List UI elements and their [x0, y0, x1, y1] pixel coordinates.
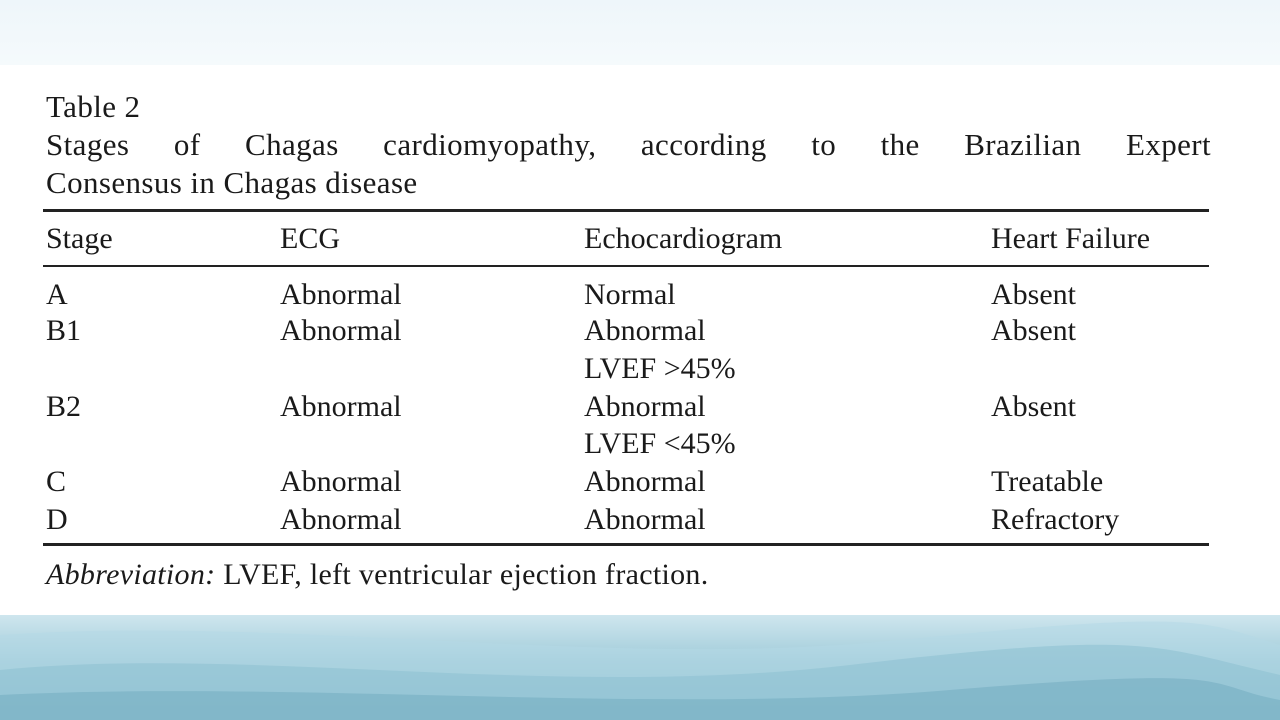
row-d-ecg: Abnormal: [280, 503, 402, 536]
row-b2-ecg: Abnormal: [280, 390, 402, 423]
row-b2-stage: B2: [46, 390, 82, 423]
row-c-echo: Abnormal: [584, 465, 706, 498]
row-b2-echo: Abnormal: [584, 390, 706, 423]
row-d-stage: D: [46, 503, 68, 536]
row-d-heart-failure: Refractory: [991, 503, 1120, 536]
row-a-stage: A: [46, 278, 68, 311]
row-d-echo: Abnormal: [584, 503, 706, 536]
header-ecg: ECG: [280, 222, 340, 255]
footnote-label: Abbreviation:: [46, 558, 216, 591]
header-heart-failure: Heart Failure: [991, 222, 1151, 255]
row-a-heart-failure: Absent: [991, 278, 1076, 311]
row-b1-echo: Abnormal: [584, 314, 706, 347]
table-title-line-2: Consensus in Chagas disease: [46, 165, 418, 200]
row-c-heart-failure: Treatable: [991, 465, 1104, 498]
wave-decoration: [0, 615, 1280, 720]
slide-bottom-band: [0, 615, 1280, 720]
table-title-line-1: Stages of Chagas cardiomyopathy, according to the Brazilian Expert: [46, 127, 1211, 162]
footnote-text: LVEF, left ventricular ejection fraction.: [215, 558, 709, 591]
slide-top-band: [0, 0, 1280, 65]
row-a-ecg: Abnormal: [280, 278, 402, 311]
header-stage: Stage: [46, 222, 113, 255]
row-b2-heart-failure: Absent: [991, 390, 1076, 423]
row-a-echo: Normal: [584, 278, 676, 311]
row-b1-ecg: Abnormal: [280, 314, 402, 347]
table-footnote: [46, 557, 709, 593]
header-rule: [43, 265, 1209, 267]
row-b1-heart-failure: Absent: [991, 314, 1076, 347]
row-b2-echo-lvef: LVEF <45%: [584, 427, 736, 460]
top-rule: [43, 209, 1209, 212]
bottom-rule: [43, 543, 1209, 546]
row-c-ecg: Abnormal: [280, 465, 402, 498]
row-b1-echo-lvef: LVEF >45%: [584, 352, 736, 385]
header-echocardiogram: Echocardiogram: [584, 222, 783, 255]
table-caption: [46, 88, 1211, 202]
table-label: Table 2: [46, 89, 141, 124]
row-b1-stage: B1: [46, 314, 82, 347]
row-c-stage: C: [46, 465, 67, 498]
